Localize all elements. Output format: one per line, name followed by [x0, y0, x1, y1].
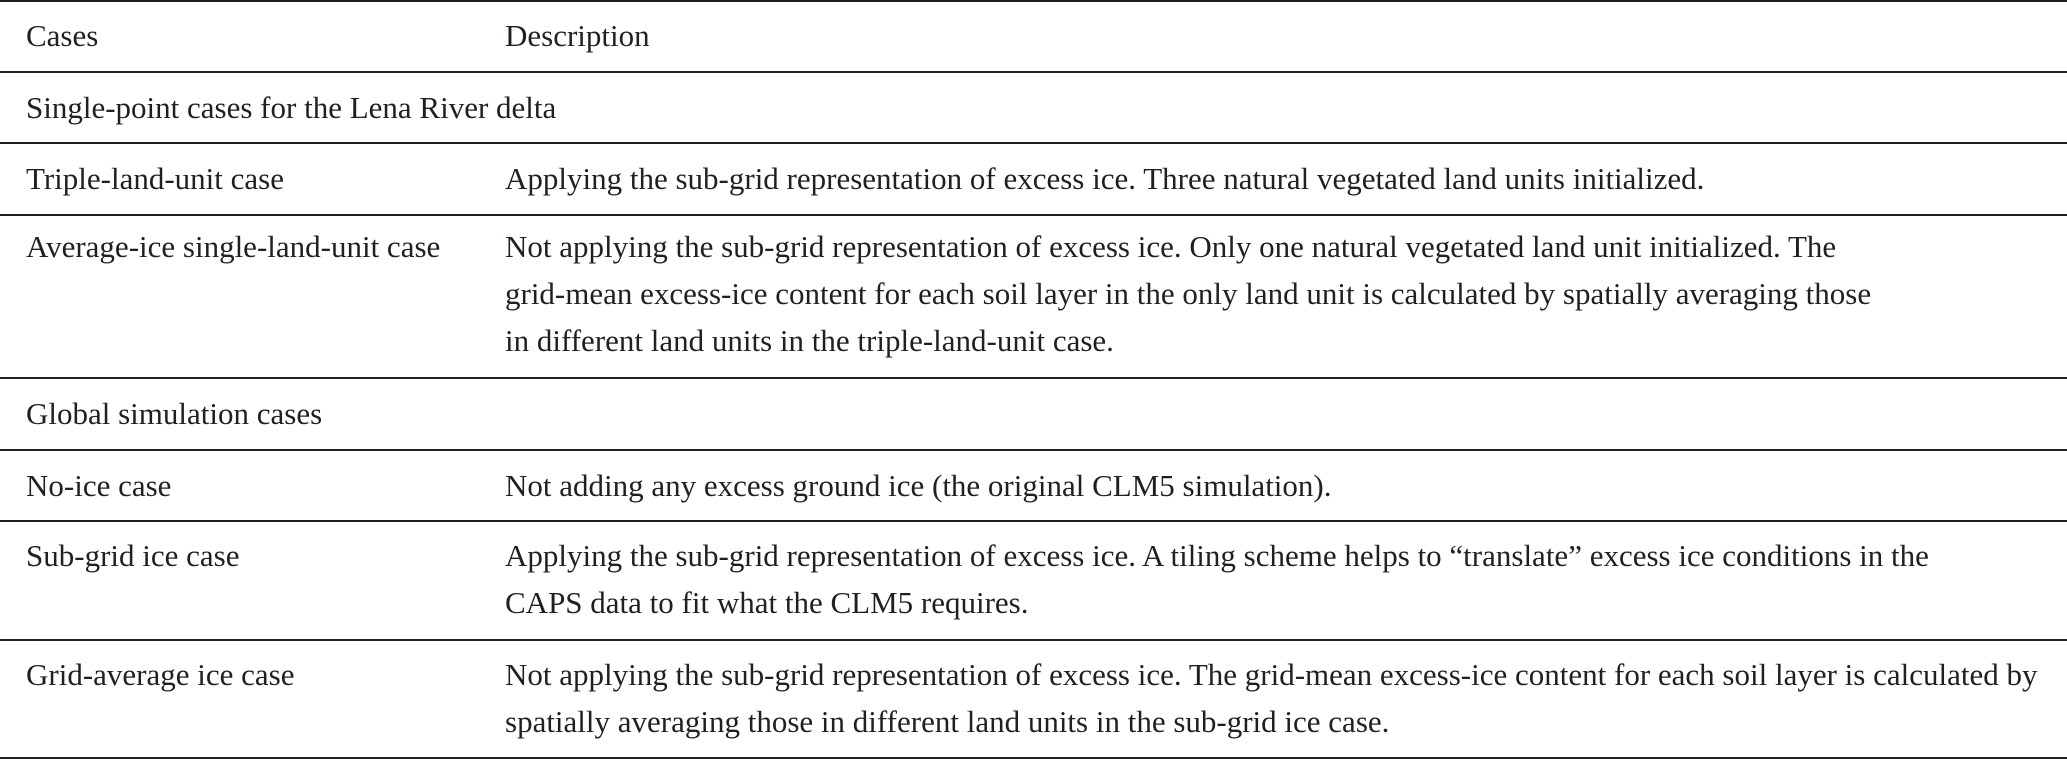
table-row-triple-land-unit: [0, 144, 2067, 216]
case-name: Sub-grid ice case: [26, 538, 240, 573]
case-name: Grid-average ice case: [26, 657, 295, 692]
table-row-average-ice: [0, 216, 2067, 379]
case-name: Average-ice single-land-unit case: [26, 229, 441, 264]
case-description: Not adding any excess ground ice (the original CLM5 simulation).: [505, 468, 1332, 503]
case-description: Applying the sub-grid representation of excess ice. Three natural vegetated land units initialized.: [505, 161, 1705, 196]
case-name: Triple-land-unit case: [26, 161, 284, 196]
section-row-single-point: [0, 73, 2067, 144]
section-row-global: [0, 379, 2067, 451]
case-description: Applying the sub-grid representation of excess ice. A tiling scheme helps to “translate” excess ice conditions in the CAPS data to fit what the CLM5 requires.: [505, 538, 1929, 620]
case-description: Not applying the sub-grid representation of excess ice. Only one natural vegetated land unit initialized. The grid-mean excess-ice content for each soil layer in the only land unit is calculated by spatially averaging those in different land units in the triple-land-unit case.: [505, 229, 1872, 358]
header-cases: Cases: [26, 18, 99, 53]
section-title: Single-point cases for the Lena River delta: [26, 90, 557, 125]
case-name: No-ice case: [26, 468, 172, 503]
table-row-grid-average-ice: [0, 641, 2067, 759]
section-title: Global simulation cases: [26, 396, 323, 431]
case-description: Not applying the sub-grid representation of excess ice. The grid-mean excess-ice content for each soil layer is calculated by spatially averaging those in different land units in the sub-grid ice case.: [505, 657, 2038, 739]
table-header-row: [0, 0, 2067, 73]
header-description: Description: [505, 18, 650, 53]
table-row-no-ice: [0, 451, 2067, 522]
table-row-sub-grid-ice: [0, 522, 2067, 641]
